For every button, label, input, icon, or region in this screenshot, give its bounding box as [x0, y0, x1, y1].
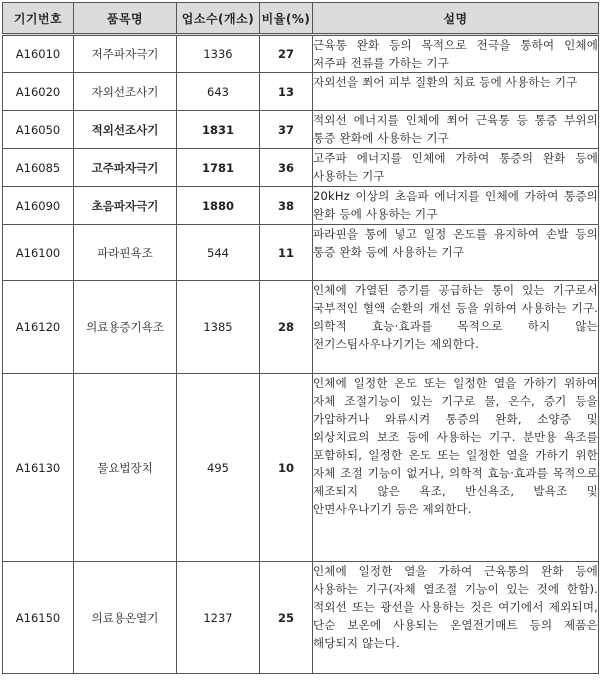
header-name: 품목명 [74, 3, 177, 35]
cell-ratio: 10 [260, 374, 313, 562]
cell-count: 1336 [177, 35, 260, 73]
cell-ratio: 36 [260, 149, 313, 187]
cell-count: 495 [177, 374, 260, 562]
cell-ratio: 13 [260, 73, 313, 111]
cell-description: 자외선을 쬐어 피부 질환의 치료 등에 사용하는 기구 [313, 73, 599, 111]
cell-ratio: 25 [260, 562, 313, 674]
cell-count: 1781 [177, 149, 260, 187]
cell-ratio: 28 [260, 281, 313, 374]
cell-name: 자외선조사기 [74, 73, 177, 111]
cell-code: A16090 [3, 187, 74, 225]
cell-ratio: 27 [260, 35, 313, 73]
table-row [3, 35, 599, 73]
cell-code: A16010 [3, 35, 74, 73]
header-count: 업소수(개소) [177, 3, 260, 35]
table-row [3, 111, 599, 149]
cell-description: 인체에 일정한 온도 또는 일정한 열을 가하기 위하여 자체 조절기능이 있는 기구로 물, 온수, 증기 등을 가압하거나 와류시켜 통증의 완화, 소양증 및 외상치료의 보조 등에 사용하는 기구. 분만용 욕조를 포함하되, 일정한 온도 또는 일정한 열을 가하기 위한 자체 조절 기능이 없거나, 의학적 효능·효과를 목적으로 제조되지 않은 욕조, 반신욕조, 발욕조 및 안면사우나기기 등은 제외한다. [313, 374, 599, 562]
cell-count: 1831 [177, 111, 260, 149]
cell-description: 고주파 에너지를 인체에 가하여 통증의 완화 등에 사용하는 기구 [313, 149, 599, 187]
cell-count: 1385 [177, 281, 260, 374]
cell-code: A16150 [3, 562, 74, 674]
table-row [3, 149, 599, 187]
table-row [3, 187, 599, 225]
table-row [3, 73, 599, 111]
cell-code: A16085 [3, 149, 74, 187]
cell-description: 근육통 완화 등의 목적으로 전극을 통하여 인체에 저주파 전류를 가하는 기구 [313, 35, 599, 73]
cell-count: 1880 [177, 187, 260, 225]
cell-name: 파라핀욕조 [74, 225, 177, 281]
cell-name: 초음파자극기 [74, 187, 177, 225]
cell-code: A16120 [3, 281, 74, 374]
header-description: 설명 [313, 3, 599, 35]
cell-name: 저주파자극기 [74, 35, 177, 73]
cell-name: 의료용증기욕조 [74, 281, 177, 374]
cell-code: A16100 [3, 225, 74, 281]
table-row [3, 225, 599, 281]
table-row [3, 562, 599, 674]
cell-description: 인체에 가열된 증기를 공급하는 통이 있는 기구로서 국부적인 혈액 순환의 개선 등을 위하여 사용하는 기구. 의학적 효능·효과를 목적으로 하지 않는 전기스팀사우나기기는 제외한다. [313, 281, 599, 374]
cell-count: 1237 [177, 562, 260, 674]
cell-ratio: 38 [260, 187, 313, 225]
header-row [3, 3, 599, 35]
table-row [3, 374, 599, 562]
table-row [3, 281, 599, 374]
device-table [2, 2, 599, 674]
header-ratio: 비율(%) [260, 3, 313, 35]
cell-ratio: 11 [260, 225, 313, 281]
cell-name: 의료용온열기 [74, 562, 177, 674]
cell-code: A16050 [3, 111, 74, 149]
cell-name: 고주파자극기 [74, 149, 177, 187]
cell-code: A16130 [3, 374, 74, 562]
cell-description: 20kHz 이상의 초음파 에너지를 인체에 가하여 통증의 완화 등에 사용하는 기구 [313, 187, 599, 225]
cell-code: A16020 [3, 73, 74, 111]
cell-count: 643 [177, 73, 260, 111]
cell-description: 인체에 일정한 열을 가하여 근육통의 완화 등에 사용하는 기구(자체 열조절 기능이 있는 것에 한함). 적외선 또는 광선을 사용하는 것은 여기에서 제외되며, 단순 보온에 사용되는 온열전기매트 등의 제품은 해당되지 않는다. [313, 562, 599, 674]
cell-count: 544 [177, 225, 260, 281]
cell-name: 적외선조사기 [74, 111, 177, 149]
cell-ratio: 37 [260, 111, 313, 149]
header-code: 기기번호 [3, 3, 74, 35]
cell-name: 물요법장치 [74, 374, 177, 562]
cell-description: 적외선 에너지를 인체에 쬐어 근육통 등 통증 부위의 통증 완화에 사용하는 기구 [313, 111, 599, 149]
table-body [3, 35, 599, 674]
cell-description: 파라핀을 통에 넣고 일정 온도를 유지하여 손발 등의 통증 완화 등에 사용하는 기구 [313, 225, 599, 281]
